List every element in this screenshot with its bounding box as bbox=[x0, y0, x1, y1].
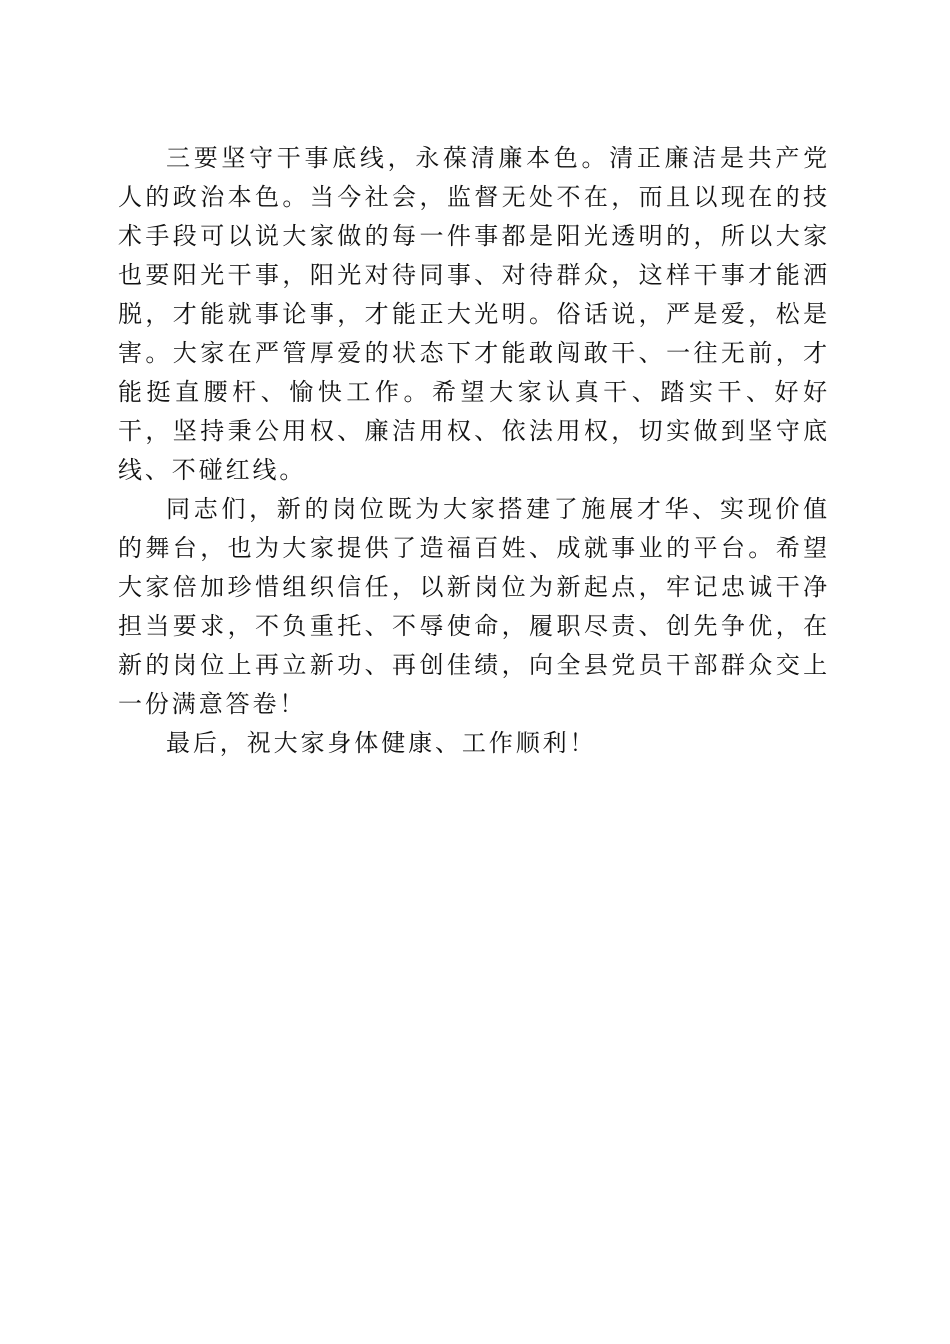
paragraph-closing: 最后，祝大家身体健康、工作顺利！ bbox=[166, 729, 597, 757]
paragraph-new-post: 同志们，新的岗位既为大家搭建了施展才华、实现价值的舞台，也为大家提供了造福百姓、成就事业的平台。希望大家倍加珍惜组织信任，以新岗位为新起点，牢记忠诚干净担当要求，不负重托、不辱使命，履职尽责、创先争优，在新的岗位上再立新功、再创佳绩，向全县党员干部群众交上一份满意答卷！ bbox=[118, 495, 830, 718]
paragraph-integrity: 三要坚守干事底线，永葆清廉本色。清正廉洁是共产党人的政治本色。当今社会，监督无处不在，而且以现在的技术手段可以说大家做的每一件事都是阳光透明的，所以大家也要阳光干事，阳光对待同事、对待群众，这样干事才能洒脱，才能就事论事，才能正大光明。俗话说，严是爱，松是害。大家在严管厚爱的状态下才能敢闯敢干、一往无前，才能挺直腰杆、愉快工作。希望大家认真干、踏实干、好好干，坚持秉公用权、廉洁用权、依法用权，切实做到坚守底线、不碰红线。 bbox=[118, 144, 830, 484]
document-body bbox=[118, 139, 830, 763]
